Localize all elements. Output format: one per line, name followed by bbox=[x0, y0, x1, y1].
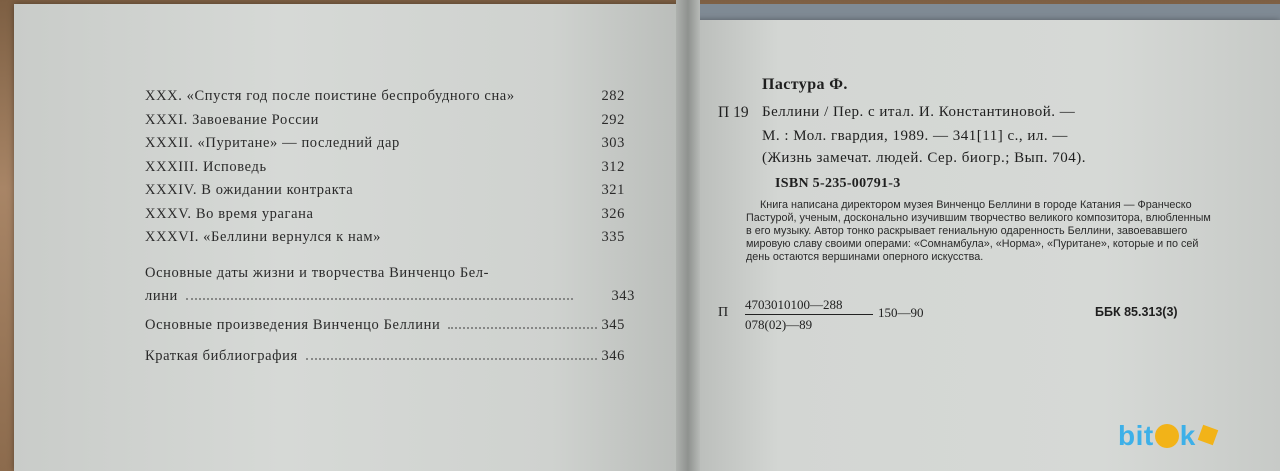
toc-entry: XXXIII. Исповедь 312 bbox=[145, 158, 625, 175]
toc-entry-works: Основные произведения Винченцо Беллини 345 bbox=[145, 316, 625, 333]
toc-entry: XXXI. Завоевание России 292 bbox=[145, 111, 625, 128]
catalog-code: П 19 bbox=[718, 104, 749, 121]
dot-leader bbox=[186, 298, 574, 300]
table-of-contents bbox=[145, 88, 635, 372]
toc-entry: XXXIV. В ожидании контракта 321 bbox=[145, 182, 625, 198]
toc-entry-bibliography: Краткая библиография 346 bbox=[145, 348, 625, 364]
catalog-fraction bbox=[745, 297, 873, 333]
toc-entry: XXX. «Спустя год после поистине беспробудного сна» 282 bbox=[145, 88, 625, 104]
dot-leader bbox=[306, 358, 597, 360]
toc-entry: XXXVI. «Беллини вернулся к нам» 335 bbox=[145, 229, 625, 245]
watermark-logo: bit k bbox=[1118, 420, 1216, 452]
logo-coin-icon bbox=[1155, 424, 1179, 448]
toc-entry-dates: Основные даты жизни и творчества Винченцо Бел- лини 343 bbox=[145, 264, 635, 304]
catalog-line-3: (Жизнь замечат. людей. Сер. биогр.; Вып. 704). bbox=[762, 150, 1087, 166]
book-annotation: Книга написана директором музея Винченцо Беллини в городе Катания — Франческо Пастурой, ученым, досконально изучившим творчество великого композитора, влюбленным в его музыку. Автор тонко раскрывает гениальную одаренность Беллини, завоевавшего мировую славу своими операми: «Сомнамбула», «Норма», «Пуритане», которые и по сей день остаются вершинами оперного искусства. bbox=[746, 199, 1211, 263]
fraction-numerator: 4703010100—288 bbox=[745, 297, 873, 315]
fraction-denominator: 078(02)—89 bbox=[745, 317, 813, 332]
toc-entry: XXXV. Во время урагана 326 bbox=[145, 205, 625, 222]
catalog-line-2: М. : Мол. гвардия, 1989. — 341[11] с., ил. — bbox=[762, 128, 1068, 144]
toc-entry: XXXII. «Пуритане» — последний дар 303 bbox=[145, 135, 625, 151]
isbn: ISBN 5-235-00791-3 bbox=[775, 176, 901, 191]
book-spine bbox=[676, 0, 700, 471]
catalog-author: Пастура Ф. bbox=[762, 76, 848, 93]
bbk-code: ББК 85.313(3) bbox=[1095, 305, 1178, 319]
catalog-index-letter: П bbox=[718, 305, 729, 320]
catalog-line-1: Беллини / Пер. с итал. И. Константиновой. — bbox=[762, 104, 1076, 120]
price-code: 150—90 bbox=[878, 305, 924, 320]
dot-leader bbox=[448, 327, 597, 329]
logo-hammer-icon bbox=[1198, 425, 1219, 446]
